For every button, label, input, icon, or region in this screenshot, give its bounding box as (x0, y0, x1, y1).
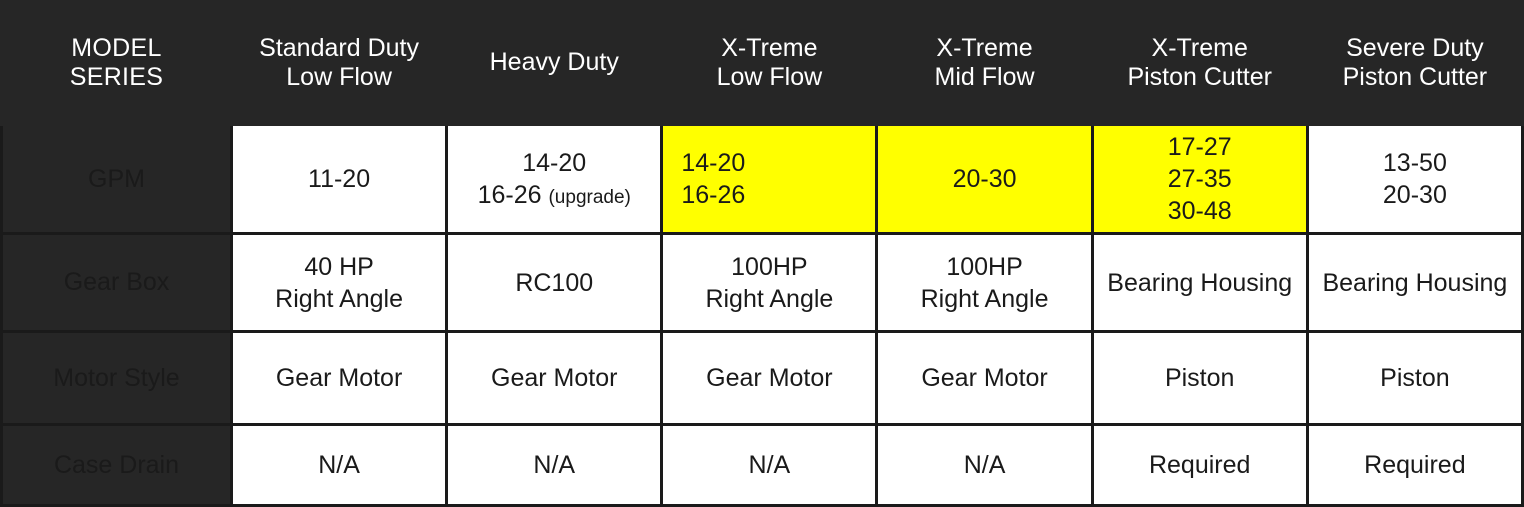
cell-line1: Bearing Housing (1322, 268, 1508, 297)
cell-line1: Gear Motor (921, 364, 1048, 392)
cell-line2 (448, 179, 660, 211)
cell-motor-style-x-treme-low-flow (662, 332, 877, 425)
row-label-case-drain: Case Drain (2, 425, 232, 506)
column-header-severe-duty-piston-cutter (1307, 2, 1522, 125)
cell-line2: Right Angle (920, 284, 1049, 313)
corner-label-line1: MODEL (71, 33, 162, 62)
cell-line1: Gear Motor (706, 364, 833, 392)
cell-line1: N/A (318, 451, 360, 479)
cell-gpm-x-treme-piston-cutter (1092, 125, 1307, 234)
cell-line1: Gear Motor (275, 364, 403, 392)
cell-line1: 100HP (731, 252, 808, 281)
cell-case-drain-heavy-duty (447, 425, 662, 506)
column-header-x-treme-mid-flow (877, 2, 1092, 125)
cell-line1: 11-20 (308, 165, 371, 193)
header-corner-model-series (2, 2, 232, 125)
cell-line1: RC100 (515, 268, 594, 297)
cell-motor-style-x-treme-piston-cutter (1092, 332, 1307, 425)
table-header-row (2, 2, 1523, 125)
cell-gpm-heavy-duty (447, 125, 662, 234)
cell-line1: 100HP (946, 252, 1023, 281)
cell-gpm-severe-duty-piston-cutter (1307, 125, 1522, 234)
column-header-line2: Piston Cutter (1342, 63, 1488, 91)
cell-line1: Required (1148, 451, 1251, 479)
cell-line2: Right Angle (705, 284, 834, 313)
cell-gear-box-x-treme-low-flow (662, 234, 877, 332)
cell-line2: 20-30 (1382, 181, 1447, 209)
column-header-line1: Severe Duty (1346, 33, 1484, 62)
cell-line1: N/A (963, 451, 1006, 479)
cell-line1: 40 HP (304, 252, 374, 281)
column-header-line2: Low Flow (286, 63, 392, 91)
row-label-motor-style: Motor Style (2, 332, 232, 425)
cell-line1: 14-20 (522, 149, 587, 177)
column-header-line1: Standard Duty (259, 33, 419, 62)
cell-case-drain-x-treme-mid-flow (877, 425, 1092, 506)
cell-line2: Right Angle (275, 284, 404, 313)
cell-gear-box-x-treme-mid-flow (877, 234, 1092, 332)
corner-label-line2: SERIES (69, 63, 164, 91)
column-header-line1: X-Treme (1151, 33, 1248, 62)
column-header-line1: X-Treme (936, 33, 1033, 62)
cell-motor-style-severe-duty-piston-cutter (1307, 332, 1522, 425)
cell-case-drain-x-treme-low-flow (662, 425, 877, 506)
column-header-line2: Low Flow (716, 63, 823, 91)
cell-line2-text: 16-26 (477, 181, 542, 209)
cell-line2: 27-35 (1167, 165, 1232, 193)
table-row (2, 125, 1523, 234)
cell-gear-box-severe-duty-piston-cutter (1307, 234, 1522, 332)
cell-case-drain-severe-duty-piston-cutter (1307, 425, 1522, 506)
cell-line3: 30-48 (1167, 197, 1232, 225)
table-row (2, 234, 1523, 332)
row-label-gear-box: Gear Box (2, 234, 232, 332)
cell-case-drain-standard-duty-low-flow (232, 425, 447, 506)
column-header-line2: Mid Flow (934, 63, 1035, 91)
cell-gear-box-x-treme-piston-cutter (1092, 234, 1307, 332)
cell-gpm-x-treme-low-flow (662, 125, 877, 234)
cell-line2-note: (upgrade) (548, 187, 631, 208)
cell-line1: Piston (1164, 364, 1235, 392)
column-header-x-treme-low-flow (662, 2, 877, 125)
column-header-heavy-duty (447, 2, 662, 125)
column-header-line1: X-Treme (721, 33, 818, 62)
cell-line1: Gear Motor (491, 364, 618, 392)
cell-motor-style-heavy-duty (447, 332, 662, 425)
column-header-standard-duty-low-flow (232, 2, 447, 125)
column-header-line1: Heavy Duty (489, 48, 619, 77)
cell-motor-style-x-treme-mid-flow (877, 332, 1092, 425)
cell-line1: 14-20 (681, 149, 746, 177)
cell-gpm-standard-duty-low-flow (232, 125, 447, 234)
cell-line1: Required (1364, 451, 1466, 479)
cell-line1: 17-27 (1167, 133, 1232, 161)
cell-gear-box-heavy-duty (447, 234, 662, 332)
cell-line1: Bearing Housing (1107, 268, 1293, 297)
cell-gear-box-standard-duty-low-flow (232, 234, 447, 332)
row-label-gpm: GPM (2, 125, 232, 234)
cell-line1: N/A (533, 451, 576, 479)
table-row (2, 332, 1523, 425)
cell-line1: Piston (1380, 364, 1450, 392)
cell-case-drain-x-treme-piston-cutter (1092, 425, 1307, 506)
cell-line1: N/A (748, 451, 791, 479)
column-header-x-treme-piston-cutter (1092, 2, 1307, 125)
cell-gpm-x-treme-mid-flow (877, 125, 1092, 234)
table-row (2, 425, 1523, 506)
cell-line1: 20-30 (952, 165, 1017, 193)
column-header-line2: Piston Cutter (1127, 63, 1272, 91)
cell-line2: 16-26 (681, 181, 746, 209)
cell-line1: 13-50 (1382, 149, 1447, 177)
cell-motor-style-standard-duty-low-flow (232, 332, 447, 425)
